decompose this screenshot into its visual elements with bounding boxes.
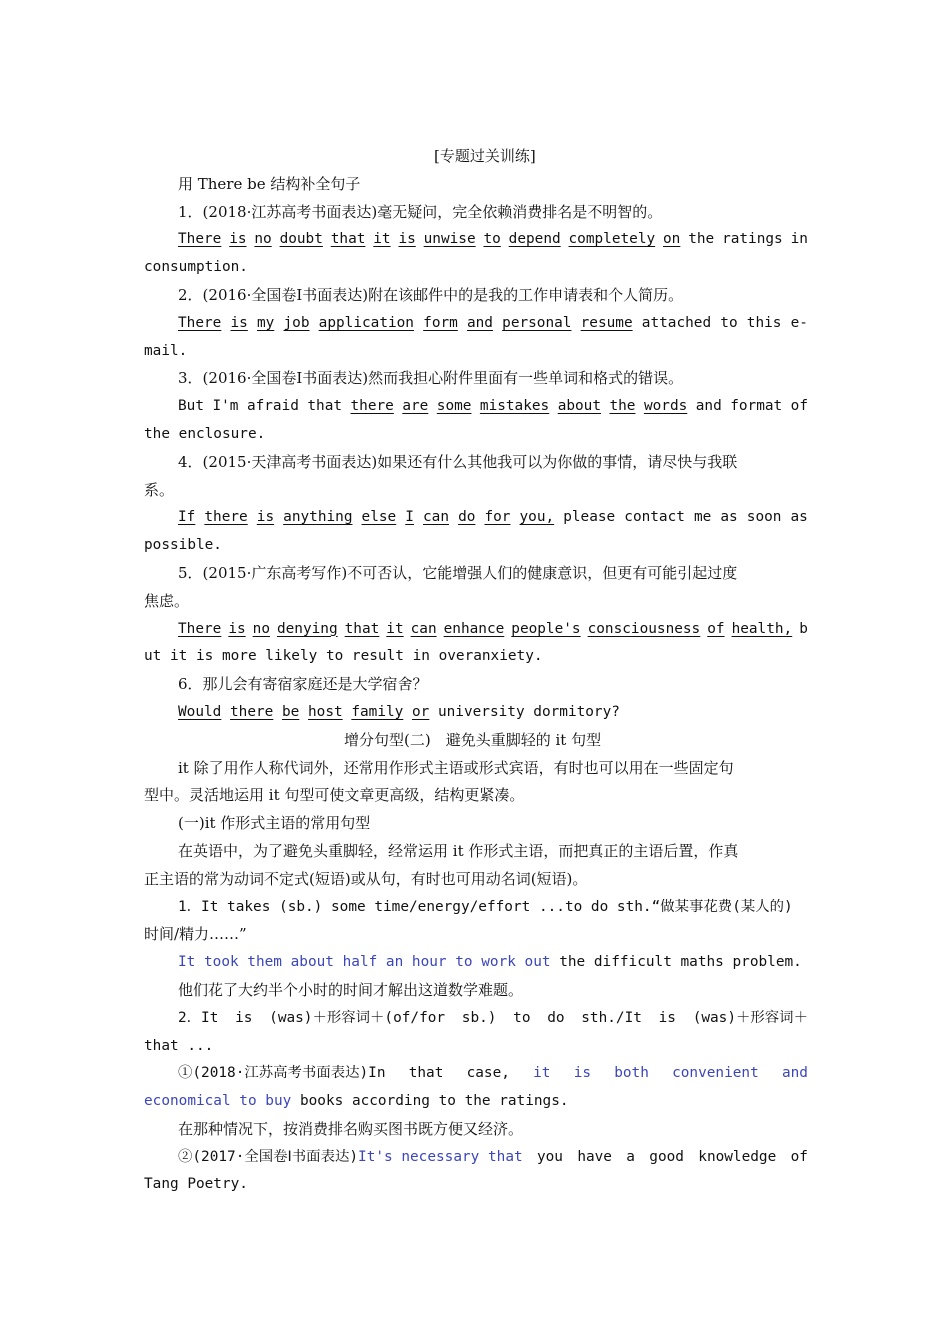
item-2-continuation: mail. <box>144 342 188 359</box>
word: to <box>483 231 501 248</box>
word: sth./It <box>581 1009 642 1026</box>
word: me <box>694 509 712 526</box>
pattern-1-line-1: 1．It takes (sb.) some time/energy/effort ...to do sth.“做某事花费(某人的) <box>178 898 793 915</box>
highlight-phrase: It took them about half an hour to work out <box>178 954 551 971</box>
section-intro-2: 型中。灵活地运用 it 句型可使文章更高级，结构更紧凑。 <box>144 786 525 805</box>
word: people's <box>511 620 581 637</box>
word: this <box>746 314 782 331</box>
word: is <box>398 231 416 248</box>
word: some <box>436 398 472 415</box>
item-6-chinese: 6．那儿会有寄宿家庭还是大学宿舍？ <box>178 675 428 694</box>
answer-tail: university dormitory? <box>437 703 620 720</box>
word: attached <box>641 314 712 331</box>
pattern-1-line-2: 时间/精力……” <box>144 925 247 944</box>
word: there <box>204 509 248 526</box>
word: denying <box>276 620 338 637</box>
subsection-para-1: 在英语中，为了避免头重脚轻，经常运用 it 作形式主语，而把真正的主语后置，作真 <box>178 841 739 860</box>
word: my <box>257 314 275 331</box>
word: I'm <box>212 398 239 415</box>
word: be <box>282 703 300 720</box>
example-tail: the difficult maths problem. <box>550 954 802 971</box>
word: form <box>423 314 458 331</box>
word: is <box>228 620 246 637</box>
word: I <box>405 509 414 526</box>
word: of <box>790 398 808 415</box>
word: please <box>563 509 616 526</box>
word: no <box>252 620 270 637</box>
word: that <box>307 398 343 415</box>
section-intro-1: it 除了用作人称代词外，还常用作形式主语或形式宾语，有时也可以用在一些固定句 <box>178 758 734 777</box>
word: consciousness <box>587 620 701 637</box>
word: b <box>799 620 808 637</box>
word: There <box>178 231 222 248</box>
pattern-2-line-1 <box>144 1005 808 1033</box>
item-6-answer-line <box>144 699 808 727</box>
word: and <box>695 398 722 415</box>
word: do <box>458 509 476 526</box>
subsection-heading: (一)it 作形式主语的常用句型 <box>178 814 371 833</box>
word: for <box>484 509 511 526</box>
word: is <box>229 231 247 248</box>
word: can <box>423 509 449 526</box>
word: on <box>663 231 681 248</box>
example-2-line-2 <box>144 1088 808 1116</box>
word: the <box>688 231 715 248</box>
item-1-continuation: consumption. <box>144 259 248 276</box>
word: knowledge <box>698 1148 777 1165</box>
item-5-answer-line <box>144 616 808 644</box>
word: good <box>649 1148 684 1165</box>
word: is <box>658 1009 676 1026</box>
section-heading: 增分句型(二) 避免头重脚轻的 it 句型 <box>344 730 602 749</box>
word: a <box>626 1148 635 1165</box>
word: or <box>411 703 430 720</box>
word: the <box>609 398 636 415</box>
item-1-chinese: 1．(2018·江苏高考书面表达)毫无疑问，完全依赖消费排名是不明智的。 <box>178 202 663 221</box>
word: completely <box>568 231 656 248</box>
subsection-para-2: 正主语的常为动词不定式(短语)或从句，有时也可用动名词(短语)。 <box>144 869 588 888</box>
word: job <box>283 314 310 331</box>
word: no <box>254 231 272 248</box>
word: format <box>730 398 783 415</box>
word: of <box>790 1148 808 1165</box>
item-3-answer-line <box>144 393 808 421</box>
word: application <box>318 314 414 331</box>
word: is <box>573 1065 592 1082</box>
example-3-lead <box>178 1144 523 1172</box>
word: afraid <box>246 398 299 415</box>
word: to <box>720 314 738 331</box>
item-4-chinese: 4．(2015·天津高考书面表达)如果还有什么其他我可以为你做的事情，请尽快与我联 <box>178 452 738 471</box>
word: If <box>178 509 196 526</box>
word: about <box>557 398 602 415</box>
word: of <box>707 620 725 637</box>
word: case, <box>466 1065 510 1082</box>
word: Would <box>178 703 222 720</box>
word: ratings <box>722 231 783 248</box>
word: But <box>178 398 204 415</box>
word: mistakes <box>479 398 550 415</box>
example-2-line-1 <box>144 1060 808 1088</box>
word: that <box>408 1065 444 1082</box>
item-4-answer-line <box>144 504 808 532</box>
word: anything <box>283 509 353 526</box>
source: ②(2017·全国卷Ⅰ书面表达) <box>178 1148 359 1165</box>
example-1 <box>144 949 808 977</box>
word: that <box>344 620 380 637</box>
pattern-2-line-2: that ... <box>144 1037 214 1054</box>
example-2-chinese: 在那种情况下，按消费排名购买图书既方便又经济。 <box>178 1119 524 1138</box>
item-3-continuation: the enclosure. <box>144 425 266 442</box>
example-3-line-1 <box>144 1144 808 1172</box>
word: have <box>577 1148 612 1165</box>
page-title: [专题过关训练] <box>434 147 536 165</box>
word: soon <box>746 509 782 526</box>
item-4-continuation: possible. <box>144 537 222 554</box>
word: enhance <box>443 620 505 637</box>
word: resume <box>580 314 633 331</box>
item-5-chinese: 5．(2015·广东高考写作)不可否认，它能增强人们的健康意识，但更有可能引起过度 <box>178 563 738 582</box>
example-tail: books according to the ratings. <box>291 1093 569 1110</box>
item-2-answer-line <box>144 310 808 338</box>
word: 2．It <box>178 1009 219 1026</box>
word: words <box>643 398 688 415</box>
item-5-continuation: ut it is more likely to result in overanxiety. <box>144 648 543 665</box>
word: (was)＋形容词＋ <box>692 1009 808 1026</box>
instruction: 用 There be 结构补全句子 <box>178 174 361 193</box>
word: you <box>536 1148 563 1165</box>
word: are <box>402 398 429 415</box>
word: it <box>373 231 391 248</box>
word: it <box>386 620 404 637</box>
word: else <box>361 509 397 526</box>
word: is <box>235 1009 253 1026</box>
highlight-phrase: economical to buy <box>144 1093 292 1110</box>
item-2-chinese: 2．(2016·全国卷Ⅰ书面表达)附在该邮件中的是我的工作申请表和个人简历。 <box>178 285 684 304</box>
word: e- <box>790 314 808 331</box>
word: family <box>351 703 404 720</box>
item-4-chinese-cont: 系。 <box>144 480 175 499</box>
word: do <box>547 1009 565 1026</box>
word: is <box>230 314 248 331</box>
word: contact <box>624 509 685 526</box>
word: to <box>513 1009 531 1026</box>
word: can <box>410 620 437 637</box>
word: it <box>533 1065 551 1082</box>
example-1-chinese: 他们花了大约半个小时的时间才解出这道数学难题。 <box>178 980 524 999</box>
word: as <box>790 509 808 526</box>
item-3-chinese: 3．(2016·全国卷Ⅰ书面表达)然而我担心附件里面有一些单词和格式的错误。 <box>178 369 684 388</box>
word: host <box>308 703 343 720</box>
word: health, <box>731 620 793 637</box>
word: doubt <box>279 231 323 248</box>
word: and <box>781 1065 808 1082</box>
word: ①(2018·江苏高考书面表达)In <box>178 1065 386 1082</box>
word: there <box>230 703 274 720</box>
word: you, <box>519 509 555 526</box>
word: depend <box>508 231 561 248</box>
word: as <box>720 509 738 526</box>
highlight-phrase: It's necessary that <box>358 1148 523 1165</box>
word: (was)＋形容词＋(of/for <box>269 1009 446 1026</box>
example-3-line-2: Tang Poetry. <box>144 1176 248 1193</box>
word: is <box>256 509 275 526</box>
item-5-chinese-cont: 焦虑。 <box>144 591 190 610</box>
word: that <box>330 231 366 248</box>
word: convenient <box>672 1065 759 1082</box>
word: both <box>614 1065 649 1082</box>
word: unwise <box>423 231 476 248</box>
word: There <box>178 620 222 637</box>
word: in <box>790 231 808 248</box>
item-1-answer-line <box>144 226 808 254</box>
word: There <box>178 314 222 331</box>
word: personal <box>502 314 572 331</box>
document-page <box>144 143 808 1199</box>
word: and <box>466 314 493 331</box>
word: sb.) <box>461 1009 497 1026</box>
word: there <box>350 398 394 415</box>
